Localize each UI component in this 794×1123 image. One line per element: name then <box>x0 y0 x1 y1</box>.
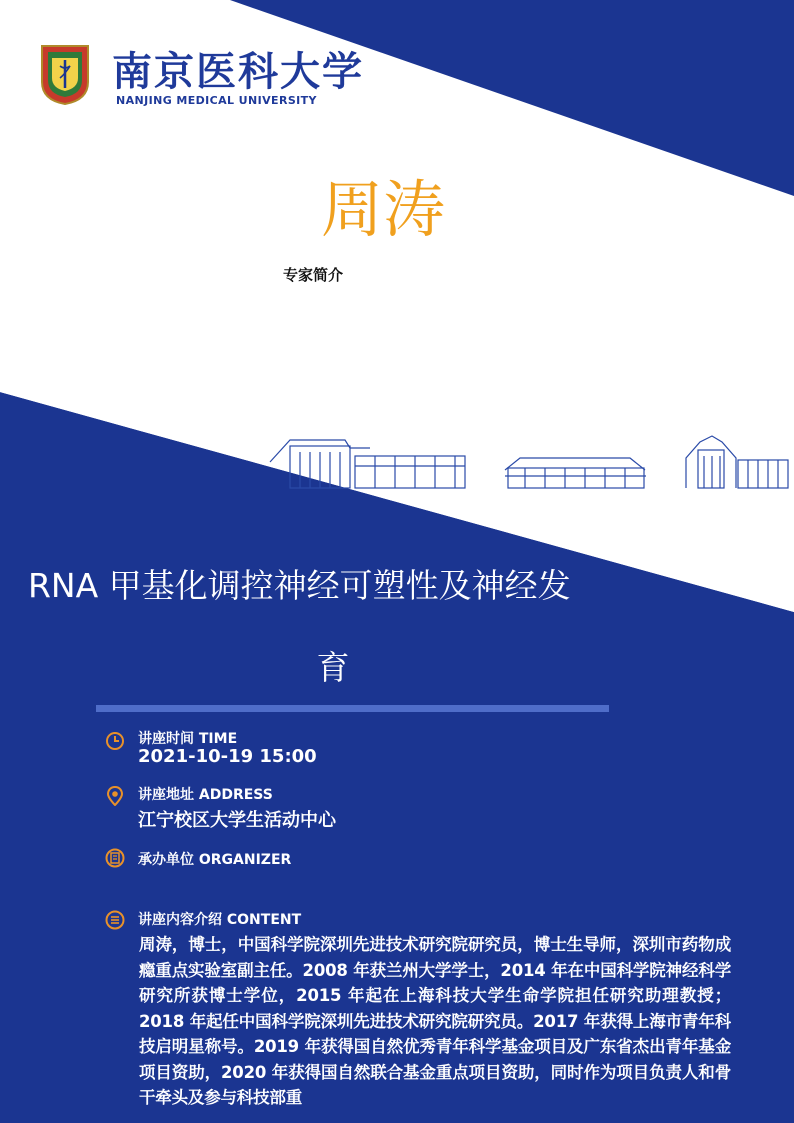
lecture-title-line1: RNA 甲基化调控神经可塑性及神经发 <box>28 566 571 605</box>
clock-icon <box>105 731 125 751</box>
title-divider <box>96 705 609 712</box>
location-pin-icon <box>105 786 125 806</box>
content-text: 周涛，博士，中国科学院深圳先进技术研究院研究员，博士生导师，深圳市药物成瘾重点实验室副主任。2008 年获兰州大学学士，2014 年在中国科学院神经科学研究所获博士学位，2015 年起在上海科技大学生命学院担任研究助理教授；2018 年起任中国科学院深圳先进技术研究院研究员。2017 年获得上海市青年科技启明星称号。2019 年获得国自然优秀青年科学基金项目及广东省杰出青年基金项目资助，2020 年获得国自然联合基金重点项目资助，同时作为项目负责人和骨干牵头及参与科技部重 <box>139 935 731 1107</box>
building-icon <box>105 848 125 868</box>
list-icon <box>105 910 125 930</box>
address-value: 江宁校区大学生活动中心 <box>138 810 336 831</box>
organizer-label: 承办单位 ORGANIZER <box>138 852 292 868</box>
university-name-cn: 南京医科大学 <box>112 48 364 95</box>
lecture-title-line2: 育 <box>316 648 350 687</box>
speaker-name: 周涛 <box>320 173 445 246</box>
content-label: 讲座内容介绍 CONTENT <box>138 912 302 928</box>
university-name-en: NANJING MEDICAL UNIVERSITY <box>116 94 317 107</box>
expert-intro-heading: 专家简介 <box>283 266 344 284</box>
address-label: 讲座地址 ADDRESS <box>138 787 273 803</box>
time-value: 2021-10-19 15:00 <box>138 746 317 767</box>
university-seal-icon <box>40 44 90 106</box>
time-label: 讲座时间 TIME <box>138 731 238 747</box>
